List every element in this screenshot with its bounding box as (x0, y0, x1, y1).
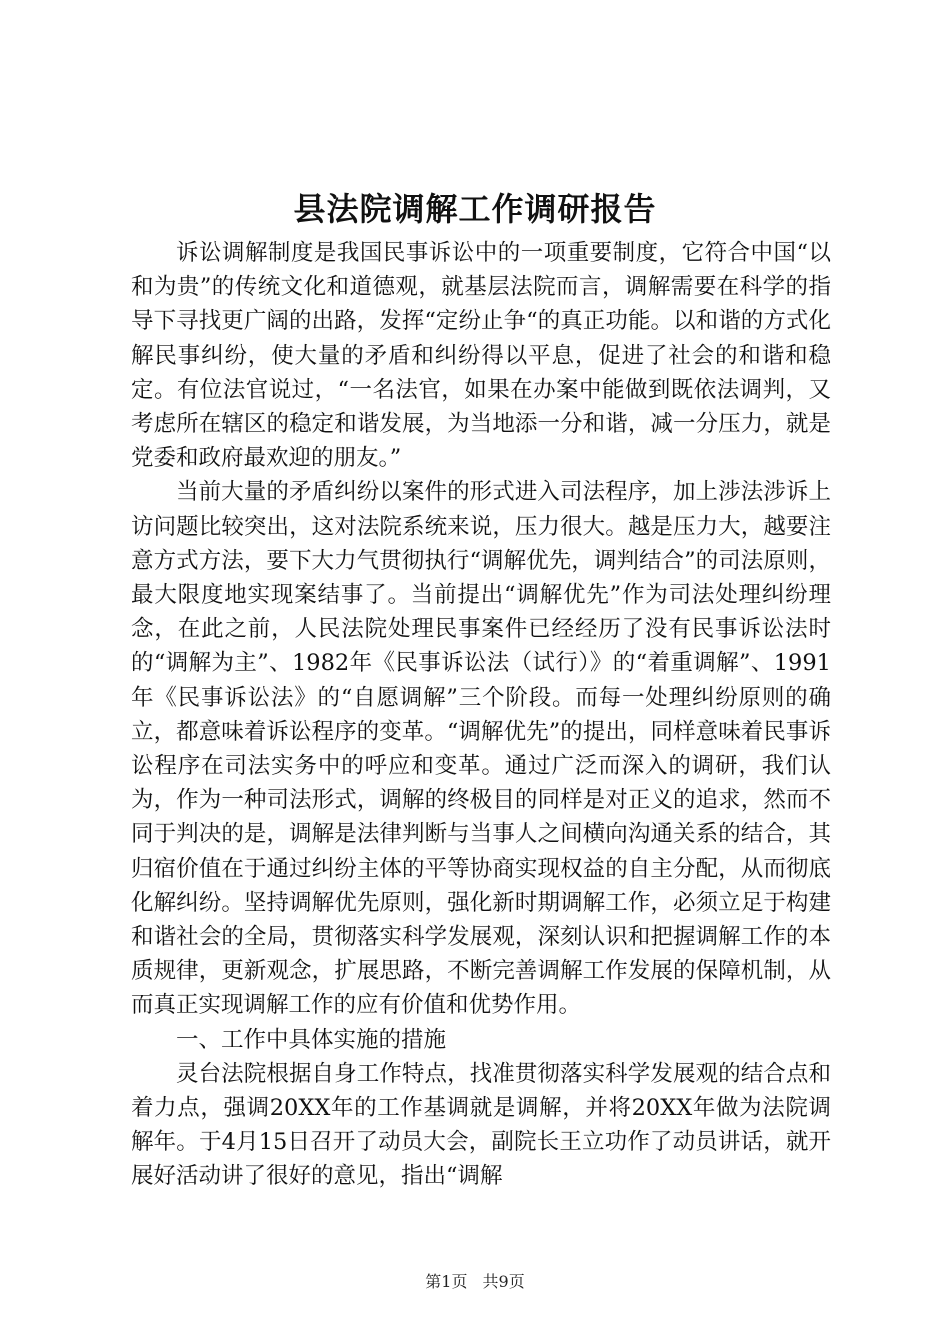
paragraph-current-situation: 当前大量的矛盾纠纷以案件的形式进入司法程序，加上涉法涉诉上访问题比较突出，这对法院系统来说，压力很大。越是压力大，越要注意方式方法，要下大力气贯彻执行“调解优先，调判结合”的司法原则，最大限度地实现案结事了。当前提出“调解优先”作为司法处理纠纷理念，在此之前，人民法院处理民事案件已经经历了没有民事诉讼法时的“调解为主”、1982年《民事诉讼法（试行）》的“着重调解”、1991年《民事诉讼法》的“自愿调解”三个阶段。而每一处理纠纷原则的确立，都意味着诉讼程序的变革。“调解优先”的提出，同样意味着民事诉讼程序在司法实务中的呼应和变革。通过广泛而深入的调研，我们认为，作为一种司法形式，调解的终极目的同样是对正义的追求，然而不同于判决的是，调解是法律判断与当事人之间横向沟通关系的结合，其归宿价值在于通过纠纷主体的平等协商实现权益的自主分配，从而彻底化解纠纷。坚持调解优先原则，强化新时期调解工作，必须立足于构建和谐社会的全局，贯彻落实科学发展观，深刻认识和把握调解工作的本质规律，更新观念，扩展思路，不断完善调解工作发展的保障机制，从而真正实现调解工作的应有价值和优势作用。 (131, 479, 831, 1019)
page-number: 第1页 (425, 1272, 468, 1291)
page-total: 共9页 (482, 1272, 525, 1291)
section-heading-measures: 一、工作中具体实施的措施 (176, 1026, 447, 1053)
paragraph-measures: 灵台法院根据自身工作特点，找准贯彻落实科学发展观的结合点和着力点，强调20XX年的工作基调就是调解，并将20XX年做为法院调解年。于4月15日召开了动员大会，副院长王立功作了动员讲话，就开展好活动讲了很好的意见，指出“调解 (131, 1060, 831, 1190)
paragraph-intro: 诉讼调解制度是我国民事诉讼中的一项重要制度，它符合中国“以和为贵”的传统文化和道德观，就基层法院而言，调解需要在科学的指导下寻找更广阔的出路，发挥“定纷止争“的真正功能。以和谐的方式化解民事纠纷，使大量的矛盾和纠纷得以平息，促进了社会的和谐和稳定。有位法官说过，“一名法官，如果在办案中能做到既依法调判，又考虑所在辖区的稳定和谐发展，为当地添一分和谐，减一分压力，就是党委和政府最欢迎的朋友。” (131, 240, 831, 472)
document-title: 县法院调解工作调研报告 (293, 190, 657, 228)
page-footer (0, 1270, 950, 1294)
document-body (131, 236, 831, 1194)
